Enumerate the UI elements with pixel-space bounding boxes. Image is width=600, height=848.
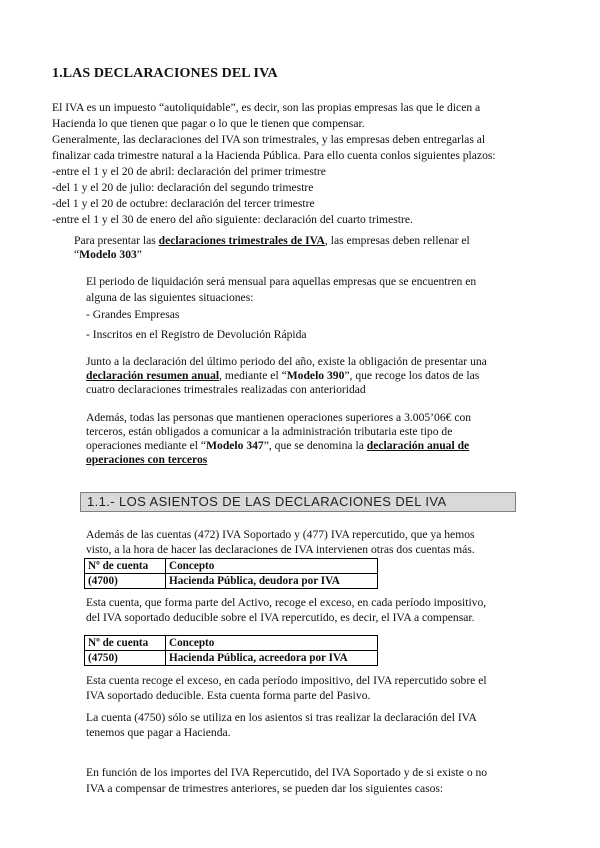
casos-line: IVA a compensar de trimestres anteriores, se pueden dar los siguientes casos: <box>86 782 444 795</box>
account-concept: Hacienda Pública, acreedora por IVA <box>166 651 378 666</box>
model-303-line <box>74 247 142 263</box>
pago-line: tenemos que pagar a Hacienda. <box>86 726 231 739</box>
p4700-line: del IVA soportado deducible sobre el IVA repercutido, es decir, el IVA a compensar. <box>86 611 475 624</box>
resumen-line: Junto a la declaración del último periodo del año, existe la obligación de presentar una <box>86 355 487 368</box>
p4750-line: Esta cuenta recoge el exceso, en cada período impositivo, del IVA repercutido sobre el <box>86 674 487 687</box>
header-concept: Concepto <box>166 636 378 651</box>
terceros-text: operaciones mediante el “ <box>86 439 207 452</box>
header-account-number: Nº de cuenta <box>85 559 166 574</box>
p4700-line: Esta cuenta, que forma parte del Activo, recoge el exceso, en cada período impositivo, <box>86 596 487 609</box>
resumen-text: , mediante el “ <box>219 369 287 382</box>
intro-line: Generalmente, las declaraciones del IVA son trimestrales, y las empresas deben entregarlas al <box>52 133 486 146</box>
deadline-item: -entre el 1 y el 30 de enero del año siguiente: declaración del cuarto trimestre. <box>52 213 413 226</box>
header-account-number: Nº de cuenta <box>85 636 166 651</box>
deadline-item: -entre el 1 y el 20 de abril: declaración del primer trimestre <box>52 165 326 178</box>
account-number: (4750) <box>85 651 166 666</box>
resumen-anual-term: declaración resumen anual <box>86 369 220 382</box>
account-table-4700 <box>84 558 378 589</box>
model-390: Modelo 390 <box>286 369 345 382</box>
table-header-row <box>85 636 378 651</box>
operaciones-terceros-term: operaciones con terceros <box>86 453 208 466</box>
intro-line: Hacienda lo que tienen que pagar o lo que le tienen que compensar. <box>52 117 365 130</box>
table-header-row <box>85 559 378 574</box>
table-row <box>85 574 378 589</box>
intro-line: finalizar cada trimestre natural a la Hacienda Pública. Para ello cuenta conlos siguientes plazos: <box>52 149 496 162</box>
declaracion-anual-term: declaración anual de <box>366 439 470 452</box>
model-347: Modelo 347 <box>206 439 264 452</box>
intro-line: El IVA es un impuesto “autoliquidable”, es decir, son las propias empresas las que le dicen a <box>52 101 481 114</box>
asientos-line: Además de las cuentas (472) IVA Soportado y (477) IVA repercutido, que ya hemos <box>86 528 475 541</box>
mensual-line: alguna de las siguientes situaciones: <box>86 291 254 304</box>
account-concept: Hacienda Pública, deudora por IVA <box>166 574 378 589</box>
casos-line: En función de los importes del IVA Repercutido, del IVA Soportado y de si existe o no <box>86 766 488 779</box>
page-title: 1.LAS DECLARACIONES DEL IVA <box>52 66 278 81</box>
deadline-item: -del 1 y el 20 de octubre: declaración del tercer trimestre <box>52 197 315 210</box>
deadline-item: -del 1 y el 20 de julio: declaración del segundo trimestre <box>52 181 314 194</box>
quote-open: “ <box>74 248 80 261</box>
pago-line: La cuenta (4750) sólo se utiliza en los asientos si tras realizar la declaración del IVA <box>86 711 477 724</box>
mensual-line: El periodo de liquidación será mensual para aquellas empresas que se encuentren en <box>86 275 477 288</box>
terceros-line: terceros, están obligados a comunicar a la administración tributaria este tipo de <box>86 425 453 438</box>
trimestral-text: , las empresas deben rellenar el <box>324 234 470 247</box>
resumen-line: cuatro declaraciones trimestrales realizadas con anterioridad <box>86 383 366 396</box>
model-303: Modelo 303 <box>79 248 137 261</box>
quote-close: ” <box>136 248 142 261</box>
asientos-line: visto, a la hora de hacer las declaraciones de IVA intervienen otras dos cuentas más. <box>86 543 475 556</box>
trimestral-declaration-term: declaraciones trimestrales de IVA <box>158 234 325 247</box>
list-item: - Inscritos en el Registro de Devolución Rápida <box>86 328 307 341</box>
list-item: - Grandes Empresas <box>86 308 180 321</box>
p4750-line: IVA soportado deducible. Esta cuenta forma parte del Pasivo. <box>86 689 371 702</box>
terceros-text: ”, que se denomina la <box>263 439 367 452</box>
terceros-line: Además, todas las personas que mantienen operaciones superiores a 3.005’06€ con <box>86 411 472 424</box>
trimestral-text: Para presentar las <box>74 234 159 247</box>
header-concept: Concepto <box>166 559 378 574</box>
resumen-text: ”, que recoge los datos de las <box>344 369 480 382</box>
section-heading: 1.1.- LOS ASIENTOS DE LAS DECLARACIONES DEL IVA <box>80 492 516 512</box>
account-number: (4700) <box>85 574 166 589</box>
table-row <box>85 651 378 666</box>
account-table-4750 <box>84 635 378 666</box>
